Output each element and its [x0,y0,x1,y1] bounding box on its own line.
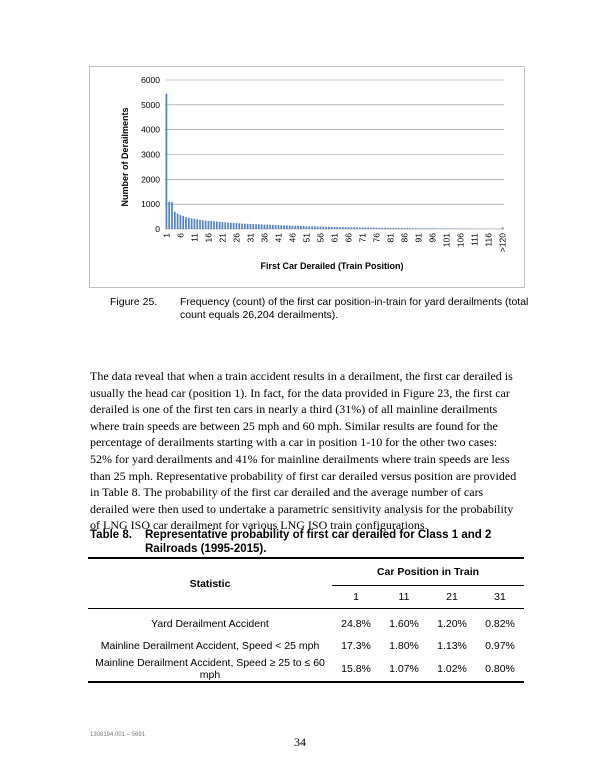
x-tick-label: 116 [483,233,494,247]
x-tick-label: >120 [497,233,508,253]
bar [247,224,249,229]
bar [373,228,375,229]
bar [261,224,263,229]
x-tick-label: 46 [287,233,298,243]
table-cell: 0.97% [485,640,515,652]
column-header: 11 [380,586,428,609]
bar [339,227,341,229]
bar [325,227,327,229]
column-header: 21 [428,586,476,609]
bar [185,217,187,229]
row-label: Mainline Derailment Accident, Speed ≥ 25 to ≤ 60 mph [88,657,332,682]
y-tick-label: 5000 [141,99,160,110]
x-tick-label: 61 [329,233,340,243]
bar [272,225,274,229]
page-number: 34 [294,735,306,749]
bar [328,227,330,229]
bar [415,228,417,229]
bar [367,228,369,229]
bar [208,221,210,229]
table-row [88,657,524,682]
x-tick-label: 91 [413,233,424,243]
bar [426,228,428,229]
x-tick-label: 26 [231,233,242,243]
bar [353,227,355,229]
bar [227,223,229,229]
x-tick-label: 11 [189,233,200,242]
bar [199,220,201,229]
y-tick-label: 4000 [141,124,160,135]
table-cell: 1.60% [389,618,419,630]
bar-chart [90,67,524,287]
bar [370,228,372,229]
bar [320,227,322,229]
statistic-header: Statistic [88,558,332,609]
bar [437,228,439,229]
table-cell: 1.80% [389,640,419,652]
x-axis-label: First Car Derailed (Train Position) [260,261,404,271]
bar [390,228,392,229]
table-cell: 17.3% [341,640,371,652]
bar [303,226,305,229]
bar [412,228,414,229]
table-cell: 1.07% [380,657,428,682]
bar [387,228,389,229]
bar [429,228,431,229]
bar [244,224,246,229]
x-tick-label: 1 [161,233,172,238]
bar [241,224,243,229]
x-tick-label: 71 [357,233,368,243]
bar [278,225,280,229]
x-tick-label: 6 [175,233,186,238]
bar [210,221,212,229]
x-tick-label: 111 [469,233,480,246]
x-tick-label: 56 [315,233,326,243]
body-paragraph: The data reveal that when a train accident results in a derailment, the first car derailed is usually the head car (position 1). In fact, for the data provided in Figure 23, the first car derailed is one of the first ten cars in nearly a third (31%) of all mainline derailments where train speeds are between 25 mph and 60 mph. Similar results are found for the percentage of derailments starting with a car in position 1-10 for the other two cases: 52% for yard derailments and 41% for mainline derailments where train speeds are less than 25 mph. Representative probability of first car derailed versus position are provided in Table 8. The probability of the first car derailed and the average number of cars derailed were then used to undertake a parametric sensitivity analysis for the probability of LNG ISO car derailment for various LNG ISO train configurations. [90,369,517,533]
row-label: Yard Derailment Accident [151,618,269,630]
bar [359,227,361,229]
bar [236,223,238,229]
bar [177,214,179,229]
bar [182,216,184,229]
column-header: 31 [476,586,524,609]
bar [280,225,282,229]
bar [404,228,406,229]
x-tick-label: 36 [259,233,270,243]
y-tick-label: 3000 [141,149,160,160]
bar [174,212,176,229]
bar [266,225,268,229]
y-tick-label: 0 [155,224,160,234]
table-number: Table 8. [90,529,132,541]
bar [409,228,411,229]
bar [336,227,338,229]
table-cell: 15.8% [332,657,380,682]
bar [364,228,366,229]
x-tick-label: 16 [203,233,214,243]
bar [502,228,504,229]
figure-number: Figure 25. [110,296,158,308]
figure-caption-text: Frequency (count) of the first car position-in-train for yard derailments (total count equals 26,204 derailments). [180,296,529,321]
bar [297,226,299,229]
x-tick-label: 96 [427,233,438,243]
bar [331,227,333,229]
x-tick-label: 31 [245,233,256,243]
bar [300,226,302,229]
x-tick-label: 86 [399,233,410,243]
bar [168,202,170,229]
bar [350,227,352,229]
bar [322,227,324,229]
bar [230,223,232,229]
table-row [88,609,524,636]
probability-table [88,557,524,683]
table-cell: 24.8% [341,618,371,630]
bar [342,227,344,229]
bar [392,228,394,229]
bar [423,228,425,229]
bar [440,228,442,229]
bar [308,226,310,229]
bar [306,226,308,229]
bar [283,225,285,229]
bar [443,229,445,230]
bar [222,222,224,229]
bar [345,227,347,229]
bar [205,221,207,229]
bar [171,202,173,229]
bar [255,224,257,229]
bar [398,228,400,229]
bar [213,221,215,229]
bar [384,228,386,229]
document-id: 1308194.001 – 5691 [90,732,146,738]
table-cell: 1.02% [428,657,476,682]
bar [252,224,254,229]
y-tick-label: 6000 [141,75,160,85]
column-header: 1 [332,586,380,609]
bar [224,222,226,229]
y-tick-label: 1000 [141,199,160,210]
bar [334,227,336,229]
bar [275,225,277,229]
bar [292,226,294,229]
bar [238,223,240,229]
x-tick-label: 21 [217,233,228,243]
bar [250,224,252,229]
figure-25-chart [89,66,525,288]
bar [395,228,397,229]
table-cell: 1.20% [437,618,467,630]
bar [435,228,437,229]
bar [356,227,358,229]
table-cell: 0.82% [485,618,515,630]
bar [233,223,235,229]
bar [317,226,319,229]
bar [194,219,196,229]
row-label: Mainline Derailment Accident, Speed < 25 mph [100,640,320,652]
bar [376,228,378,229]
car-position-header: Car Position in Train [332,558,524,586]
bar [202,220,204,229]
bar [180,215,182,229]
table-cell: 1.13% [437,640,467,652]
bar [407,228,409,229]
bar [191,218,193,229]
bar [401,228,403,229]
bar [196,219,198,229]
bar [188,218,190,229]
bar [166,94,168,229]
y-tick-label: 2000 [141,174,160,185]
bar [269,225,271,229]
x-tick-label: 81 [385,233,396,243]
bar [418,228,420,229]
x-tick-label: 41 [273,233,284,243]
bar [264,225,266,229]
x-tick-label: 76 [371,233,382,243]
bar [294,226,296,229]
table-cell: 0.80% [476,657,524,682]
bar [378,228,380,229]
y-axis-label: Number of Derailments [120,107,130,207]
x-tick-label: 101 [441,233,452,248]
bar [362,227,364,229]
bar [286,225,288,229]
x-tick-label: 66 [343,233,354,243]
bar [348,227,350,229]
x-tick-label: 51 [301,233,312,243]
bar [432,228,434,229]
table-row [88,635,524,657]
bar [258,224,260,229]
table-title-text: Representative probability of first car derailed for Class 1 and 2 Railroads (1995-2015). [145,529,492,555]
bar [289,226,291,229]
bar [216,222,218,229]
bar [421,228,423,229]
x-tick-label: 106 [455,233,466,248]
bar [219,222,221,229]
bar [311,226,313,229]
bar [381,228,383,229]
bar [314,226,316,229]
